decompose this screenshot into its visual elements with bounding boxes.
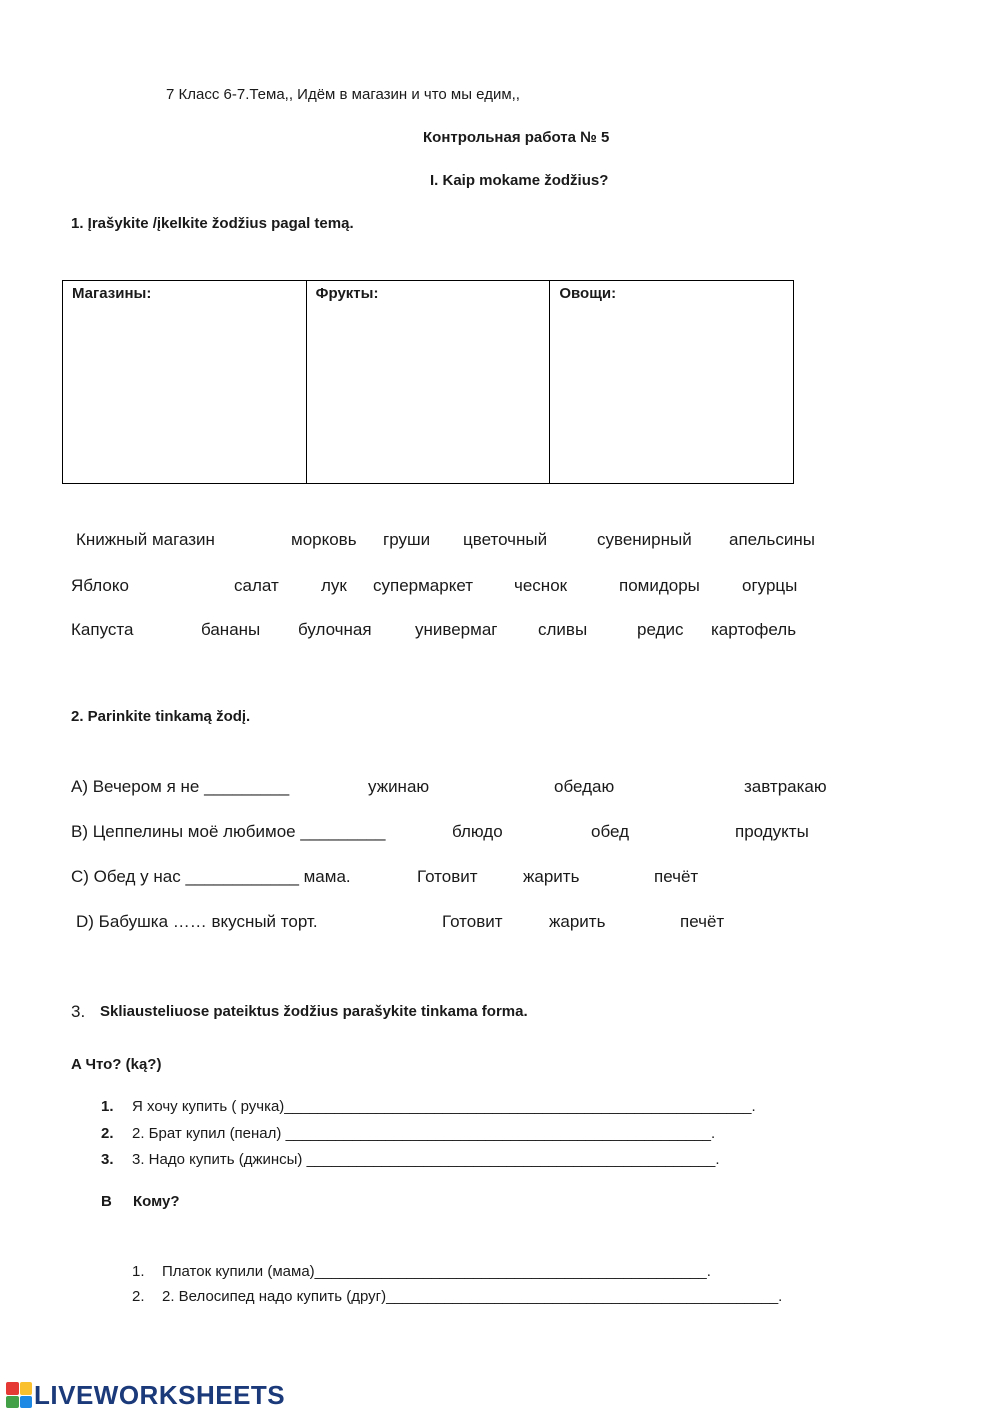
fill-in-line[interactable]: Я хочу купить ( ручка)________________________________________________________. xyxy=(132,1098,756,1115)
word-chip[interactable]: Яблоко xyxy=(71,576,129,595)
option-c-2[interactable]: жарить xyxy=(523,867,580,886)
list-number: 2. xyxy=(132,1288,145,1305)
fill-in-line[interactable]: 2. Брат купил (пенал) ___________________________________________________. xyxy=(132,1125,716,1142)
option-a-3[interactable]: завтракаю xyxy=(744,777,827,796)
word-chip[interactable]: бананы xyxy=(201,620,261,639)
sentence-a: A) Вечером я не _________ xyxy=(71,777,290,796)
test-title: Контрольная работа № 5 xyxy=(423,129,610,146)
word-chip[interactable]: цветочный xyxy=(463,530,548,549)
word-chip[interactable]: салат xyxy=(234,576,279,595)
word-chip[interactable]: сливы xyxy=(538,620,588,639)
word-chip[interactable]: лук xyxy=(321,576,347,595)
option-b-3[interactable]: продукты xyxy=(735,822,809,841)
option-c-3[interactable]: печёт xyxy=(654,867,699,886)
word-chip[interactable]: сувенирный xyxy=(597,530,692,549)
logo-text: LIVEWORKSHEETS xyxy=(34,1379,286,1410)
word-chip[interactable]: Книжный магазин xyxy=(76,530,215,549)
word-chip[interactable]: редис xyxy=(637,620,684,639)
option-c-1[interactable]: Готовит xyxy=(417,867,478,886)
liveworksheets-logo xyxy=(6,1380,285,1410)
word-chip[interactable]: груши xyxy=(383,530,431,549)
drop-column-vegetables[interactable] xyxy=(550,281,793,483)
sentence-c: C) Обед у нас ____________ мама. xyxy=(71,867,351,886)
list-number: 1. xyxy=(101,1098,114,1115)
sentence-b: B) Цеппелины моё любимое _________ xyxy=(71,822,386,841)
word-chip[interactable]: апельсины xyxy=(729,530,815,549)
task3-number: 3. xyxy=(71,1002,86,1021)
part-a-label: A Что? (ką?) xyxy=(71,1056,162,1073)
sentence-d: D) Бабушка …… вкусный торт. xyxy=(76,912,318,931)
column-header-fruits: Фрукты: xyxy=(315,285,379,302)
column-header-shops: Магазины: xyxy=(72,285,152,302)
option-d-2[interactable]: жарить xyxy=(549,912,606,931)
fill-in-line[interactable]: 2. Велосипед надо купить (друг)_______________________________________________. xyxy=(162,1288,783,1305)
option-b-1[interactable]: блюдо xyxy=(452,822,503,841)
logo-squares-icon xyxy=(6,1382,32,1408)
word-chip[interactable]: огурцы xyxy=(742,576,798,595)
option-a-2[interactable]: обедаю xyxy=(554,777,615,796)
list-number: 2. xyxy=(101,1125,114,1142)
column-header-vegetables: Овощи: xyxy=(559,285,617,302)
list-number: 3. xyxy=(101,1151,114,1168)
word-chip[interactable]: супермаркет xyxy=(373,576,474,595)
word-chip[interactable]: картофель xyxy=(711,620,797,639)
fill-in-line[interactable]: 3. Надо купить (джинсы) _________________________________________________. xyxy=(132,1151,720,1168)
word-chip[interactable]: чеснок xyxy=(514,576,568,595)
word-chip[interactable]: универмаг xyxy=(415,620,498,639)
class-topic-line: 7 Класс 6-7.Тема,, Идём в магазин и что мы едим,, xyxy=(166,86,520,103)
task3-heading: Skliausteliuose pateiktus žodžius parašykite tinkama forma. xyxy=(100,1003,528,1020)
drop-column-fruits[interactable] xyxy=(307,281,551,483)
part-b-label: Кому? xyxy=(133,1193,180,1210)
word-chip[interactable]: морковь xyxy=(291,530,357,549)
sorting-table xyxy=(62,280,794,484)
word-chip[interactable]: помидоры xyxy=(619,576,700,595)
option-d-1[interactable]: Готовит xyxy=(442,912,503,931)
word-chip[interactable]: булочная xyxy=(298,620,372,639)
task1-heading: 1. Įrašykite /įkelkite žodžius pagal temą. xyxy=(71,215,354,232)
option-b-2[interactable]: обед xyxy=(591,822,630,841)
task2-heading: 2. Parinkite tinkamą žodį. xyxy=(71,708,251,725)
drop-column-shops[interactable] xyxy=(63,281,307,483)
part-b-letter: B xyxy=(101,1193,112,1210)
option-d-3[interactable]: печёт xyxy=(680,912,725,931)
option-a-1[interactable]: ужинаю xyxy=(368,777,430,796)
section-title: I. Kaip mokame žodžius? xyxy=(430,172,609,189)
fill-in-line[interactable]: Платок купили (мама)_______________________________________________. xyxy=(162,1263,711,1280)
word-chip[interactable]: Капуста xyxy=(71,620,134,639)
list-number: 1. xyxy=(132,1263,145,1280)
